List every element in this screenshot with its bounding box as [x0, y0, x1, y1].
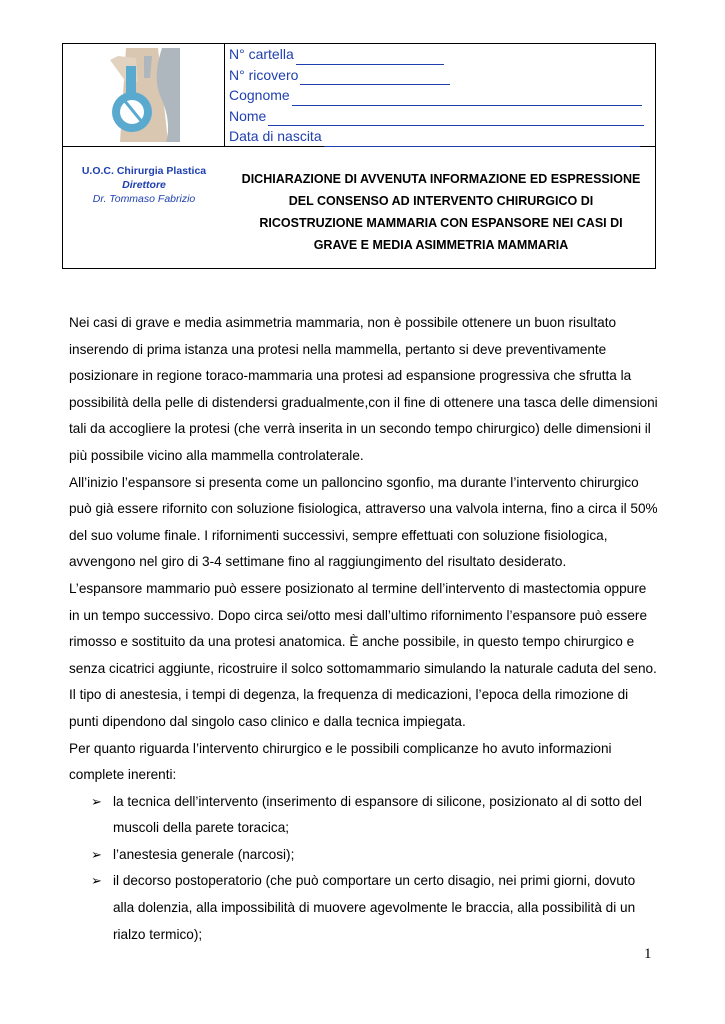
field-underline[interactable] — [300, 70, 450, 85]
department-name: U.O.C. Chirurgia Plastica — [81, 165, 207, 177]
field-cognome — [229, 85, 653, 106]
department-role: Direttore — [122, 179, 166, 191]
arrow-bullet-icon: ➢ — [91, 793, 102, 809]
field-cartella — [229, 44, 653, 65]
department-info — [63, 164, 225, 206]
list-item — [69, 789, 659, 842]
field-ricovero — [229, 65, 653, 86]
field-data-nascita — [229, 126, 653, 147]
title-line: RICOSTRUZIONE MAMMARIA CON ESPANSORE NEI CASI DI — [259, 216, 623, 230]
paragraph: L’espansore mammario può essere posizionato al termine dell’intervento di mastectomia oppure in un tempo successivo. Dopo circa sei/otto mesi dall’ultimo rifornimento l’espansore può essere rimosso e sostituito da una protesi anatomica. È anche possibile, in questo tempo chirurgico e senza cicatrici aggiunte, ricostruire il solco sottomammario simulando la naturale caduta del seno. — [69, 580, 657, 676]
complications-list — [69, 789, 659, 949]
department-director: Dr. Tommaso Fabrizio — [92, 193, 196, 205]
patient-fields — [229, 44, 653, 147]
paragraph: All’inizio l’espansore si presenta come un palloncino sgonfio, ma durante l’intervento chirurgico può già essere rifornito con soluzione fisiologica, attraverso una valvola interna, fino a circa il 50% del suo volume finale. I rifornimenti successivi, sempre effettuati con soluzione fisiologica, avvengono nel giro di 3-4 settimane fino al raggiungimento del risultato desiderato. — [69, 474, 658, 570]
page-number: 1 — [644, 946, 652, 962]
field-underline[interactable] — [292, 91, 642, 106]
title-line: DICHIARAZIONE DI AVVENUTA INFORMAZIONE ED ESPRESSIONE — [241, 172, 641, 186]
list-item — [69, 868, 659, 948]
field-label: N° ricovero — [229, 66, 299, 83]
field-label: N° cartella — [229, 46, 294, 62]
list-item — [69, 842, 659, 869]
title-line: DEL CONSENSO AD INTERVENTO CHIRURGICO DI — [288, 194, 594, 208]
list-item-text: il decorso postoperatorio (che può comportare un certo disagio, nei primi giorni, dovuto alla dolenzia, alla impossibilità di muovere agevolmente le braccia, alla possibilità di un rialzo termico); — [113, 873, 636, 942]
paragraph: Il tipo di anestesia, i tempi di degenza, la frequenza di medicazioni, l’epoca della rimozione di punti dipendono dal singolo caso clinico e dalla tecnica impiegata. — [69, 687, 629, 729]
document-title — [238, 168, 644, 256]
document-header — [62, 43, 656, 269]
paragraph: Nei casi di grave e media asimmetria mammaria, non è possibile ottenere un buon risultato inserendo di prima istanza una protesi nella mammella, pertanto si deve preventivamente posizionare in regione toraco-mammaria una protesi ad espansione progressiva che sfrutta la possibilità della pelle di distendersi gradualmente,con il fine di ottenere una tasca delle dimensioni tali da accogliere la protesi (che verrà inserita in un secondo tempo chirurgico) delle dimensioni il più possibile vicino alla mammella controlaterale. — [69, 315, 658, 463]
header-divider-vertical — [224, 44, 225, 146]
paragraph: Per quanto riguarda l’intervento chirurgico e le possibili complicanze ho avuto informazioni complete inerenti: — [69, 740, 612, 783]
field-nome — [229, 106, 653, 127]
field-label: Cognome — [229, 87, 290, 103]
title-line: GRAVE E MEDIA ASIMMETRIA MAMMARIA — [313, 238, 569, 252]
arrow-bullet-icon: ➢ — [91, 846, 102, 862]
list-item-text: la tecnica dell’intervento (inserimento di espansore di silicone, posizionato al di sotto del muscoli della parete toracica; — [113, 793, 642, 836]
field-underline[interactable] — [324, 132, 640, 147]
list-item-text: l’anestesia generale (narcosi); — [113, 846, 295, 862]
field-label: Data di nascita — [229, 128, 322, 144]
document-body — [69, 310, 659, 948]
medical-logo-icon — [96, 48, 192, 142]
arrow-bullet-icon: ➢ — [91, 873, 102, 889]
field-underline[interactable] — [268, 111, 644, 126]
field-label: Nome — [229, 107, 267, 124]
field-underline[interactable] — [296, 50, 444, 65]
